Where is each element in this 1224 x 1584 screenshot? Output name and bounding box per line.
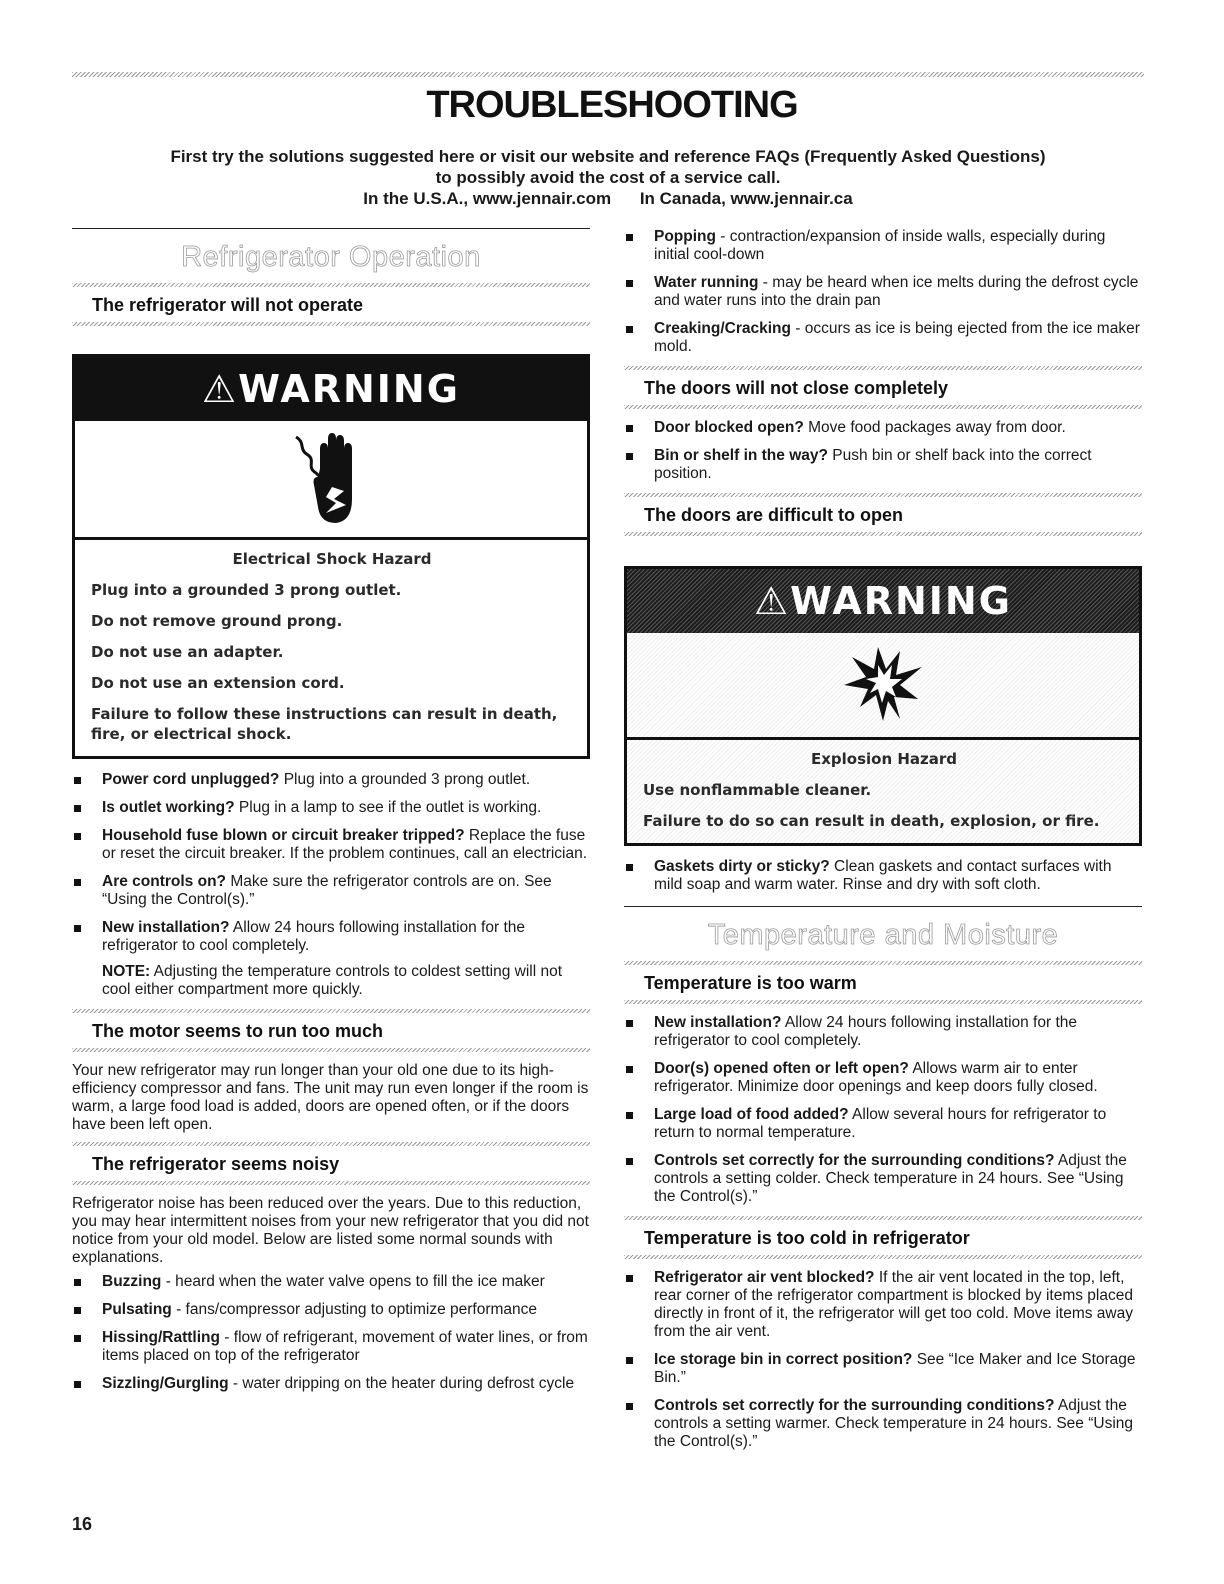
us-website-link[interactable]: In the U.S.A., www.jennair.com bbox=[363, 189, 612, 208]
hatched-rule bbox=[624, 1000, 1142, 1004]
subheading-motor bbox=[72, 1009, 590, 1052]
hatched-rule bbox=[624, 532, 1142, 536]
intro-line-2: to possibly avoid the cost of a service call. bbox=[435, 168, 781, 187]
list-item: Creaking/Cracking - occurs as ice is being ejected from the ice maker mold. bbox=[624, 320, 1142, 356]
section-rule bbox=[72, 228, 590, 229]
explosion-warning-box bbox=[624, 566, 1142, 846]
warning-line: Failure to follow these instructions can result in death, fire, or electrical shock. bbox=[91, 705, 558, 743]
list-item: Are controls on? Make sure the refrigerator controls are on. See “Using the Control(s).” bbox=[72, 873, 590, 909]
canada-website-link[interactable]: In Canada, www.jennair.ca bbox=[639, 189, 853, 208]
intro-websites bbox=[72, 188, 1144, 209]
list-item: Refrigerator air vent blocked? If the air vent located in the top, left, rear corner of the refrigerator compartment is blocked by items placed directly in front of it, the refrigerator will get too cold. Move items away from the air vent. bbox=[624, 1269, 1142, 1341]
list-item: Sizzling/Gurgling - water dripping on the heater during defrost cycle bbox=[72, 1375, 590, 1393]
intro-line-1: First try the solutions suggested here or visit our website and reference FAQs (Frequently Asked Questions) bbox=[170, 147, 1046, 166]
section-title-refrigerator-operation: Refrigerator Operation bbox=[181, 241, 481, 273]
warning-line: Do not use an adapter. bbox=[91, 643, 284, 661]
page-number: 16 bbox=[72, 1514, 93, 1534]
motor-paragraph: Your new refrigerator may run longer than your old one due to its high-efficiency compressor and fans. The unit may run even longer if the room is warm, a large food load is added, doors are opened often, or if the doors have been left open. bbox=[72, 1062, 589, 1133]
too-warm-list bbox=[624, 1014, 1142, 1206]
noisy-list-continued bbox=[624, 228, 1142, 356]
list-item: Popping - contraction/expansion of inside walls, especially during initial cool-down bbox=[624, 228, 1142, 264]
noisy-list bbox=[72, 1273, 590, 1393]
list-item: Door blocked open? Move food packages away from door. bbox=[624, 419, 1142, 437]
electrical-shock-warning-box bbox=[72, 354, 590, 759]
warning-line: Do not use an extension cord. bbox=[91, 674, 345, 692]
list-item: Pulsating - fans/compressor adjusting to optimize performance bbox=[72, 1301, 590, 1319]
warning-header: ⚠WARNING bbox=[627, 569, 1139, 633]
hazard-title: Electrical Shock Hazard bbox=[232, 550, 432, 568]
hatched-rule bbox=[624, 405, 1142, 409]
intro-block bbox=[72, 146, 1144, 209]
page-title: TROUBLESHOOTING bbox=[426, 84, 798, 126]
warning-line: Plug into a grounded 3 prong outlet. bbox=[91, 581, 402, 599]
subheading-text: The refrigerator will not operate bbox=[92, 295, 364, 315]
section-rule bbox=[624, 906, 1142, 907]
subheading-not-operate bbox=[72, 283, 590, 326]
list-item: Door(s) opened often or left open? Allows warm air to enter refrigerator. Minimize door openings and keep doors fully closed. bbox=[624, 1060, 1142, 1096]
list-item: Hissing/Rattling - flow of refrigerant, movement of water lines, or from items placed on top of the refrigerator bbox=[72, 1329, 590, 1365]
doors-open-list bbox=[624, 858, 1142, 894]
subheading-doors-open bbox=[624, 493, 1142, 536]
hatched-rule bbox=[72, 1048, 590, 1052]
list-item: New installation? Allow 24 hours following installation for the refrigerator to cool completely. bbox=[72, 919, 590, 955]
hatched-rule bbox=[624, 1255, 1142, 1259]
too-cold-list bbox=[624, 1269, 1142, 1451]
subheading-text: The motor seems to run too much bbox=[92, 1021, 384, 1041]
list-item: Large load of food added? Allow several hours for refrigerator to return to normal temperature. bbox=[624, 1106, 1142, 1142]
warning-line: Use nonflammable cleaner. bbox=[643, 781, 872, 799]
hatched-rule bbox=[72, 322, 590, 326]
left-column bbox=[72, 228, 590, 1403]
warning-line: Do not remove ground prong. bbox=[91, 612, 343, 630]
list-item: Controls set correctly for the surrounding conditions? Adjust the controls a setting colder. Check temperature in 24 hours. See “Using the Control(s).” bbox=[624, 1152, 1142, 1206]
list-item: Is outlet working? Plug in a lamp to see if the outlet is working. bbox=[72, 799, 590, 817]
doors-close-list bbox=[624, 419, 1142, 483]
not-operate-list bbox=[72, 771, 590, 955]
subheading-noisy bbox=[72, 1142, 590, 1185]
electrical-shock-icon bbox=[75, 421, 587, 540]
warning-body bbox=[627, 740, 1139, 843]
section-title-temperature-moisture: Temperature and Moisture bbox=[707, 919, 1059, 951]
list-item: New installation? Allow 24 hours following installation for the refrigerator to cool completely. bbox=[624, 1014, 1142, 1050]
subheading-text: Temperature is too cold in refrigerator bbox=[644, 1228, 970, 1248]
warning-line: Failure to do so can result in death, explosion, or fire. bbox=[643, 812, 1100, 830]
hatched-rule bbox=[72, 1181, 590, 1185]
list-item: Ice storage bin in correct position? See “Ice Maker and Ice Storage Bin.” bbox=[624, 1351, 1142, 1387]
subheading-text: The doors are difficult to open bbox=[644, 505, 904, 525]
subheading-too-cold bbox=[624, 1216, 1142, 1259]
explosion-icon bbox=[627, 633, 1139, 740]
subheading-too-warm bbox=[624, 961, 1142, 1004]
top-hatched-rule bbox=[72, 72, 1144, 77]
list-item: Buzzing - heard when the water valve opens to fill the ice maker bbox=[72, 1273, 590, 1291]
list-item: Power cord unplugged? Plug into a grounded 3 prong outlet. bbox=[72, 771, 590, 789]
warning-body bbox=[75, 540, 587, 756]
list-item: Household fuse blown or circuit breaker tripped? Replace the fuse or reset the circuit breaker. If the problem continues, call an electrician. bbox=[72, 827, 590, 863]
warning-header: ⚠WARNING bbox=[75, 357, 587, 421]
note: NOTE: Adjusting the temperature controls to coldest setting will not cool either compartment more quickly. bbox=[102, 963, 563, 998]
right-column bbox=[624, 228, 1142, 1461]
list-item: Water running - may be heard when ice melts during the defrost cycle and water runs into the drain pan bbox=[624, 274, 1142, 310]
hazard-title: Explosion Hazard bbox=[810, 750, 958, 768]
subheading-doors-close bbox=[624, 366, 1142, 409]
list-item: Controls set correctly for the surrounding conditions? Adjust the controls a setting warmer. Check temperature in 24 hours. See “Using the Control(s).” bbox=[624, 1397, 1142, 1451]
subheading-text: The doors will not close completely bbox=[644, 378, 949, 398]
list-item: Bin or shelf in the way? Push bin or shelf back into the correct position. bbox=[624, 447, 1142, 483]
noisy-paragraph: Refrigerator noise has been reduced over the years. Due to this reduction, you may hear intermittent noises from your new refrigerator that you did not notice from your old model. Below are listed some normal sounds with explanations. bbox=[72, 1195, 589, 1266]
subheading-text: Temperature is too warm bbox=[644, 973, 857, 993]
list-item: Gaskets dirty or sticky? Clean gaskets and contact surfaces with mild soap and warm water. Rinse and dry with soft cloth. bbox=[624, 858, 1142, 894]
subheading-text: The refrigerator seems noisy bbox=[92, 1154, 340, 1174]
